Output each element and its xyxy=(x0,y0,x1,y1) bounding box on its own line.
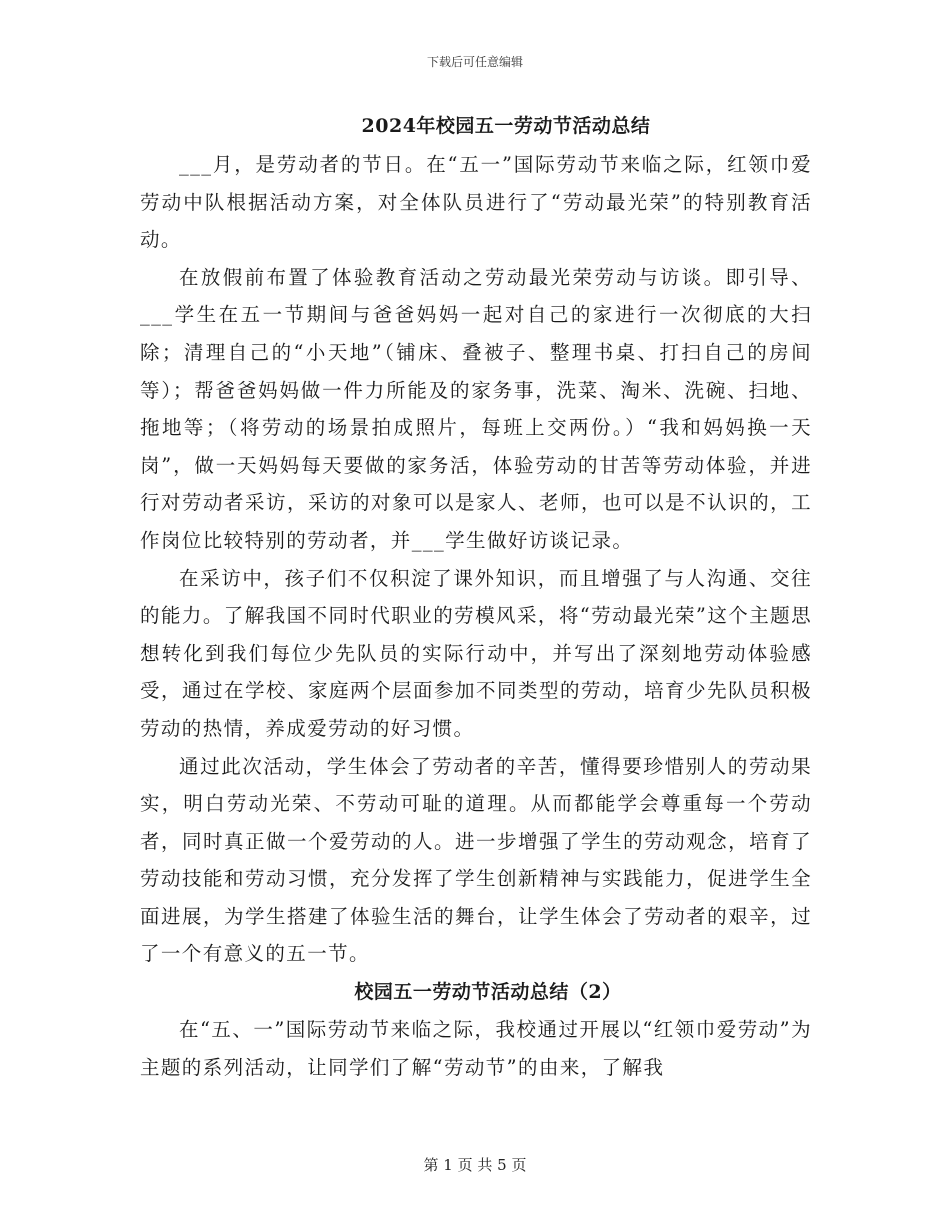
section-title: 校园五一劳动节活动总结（2） xyxy=(354,981,622,1004)
page-number: 第 1 页 共 5 页 xyxy=(423,1156,527,1174)
paragraph: ___月，是劳动者的节日。在“五一”国际劳动节来临之际，红领巾爱劳动中队根据活动方案，对全体队员进行了“劳动最光荣”的特别教育活动。 xyxy=(140,153,812,252)
paragraph: 在采访中，孩子们不仅积淀了课外知识，而且增强了与人沟通、交往的能力。了解我国不同时代职业的劳模风采，将“劳动最光荣”这个主题思想转化到我们每位少先队员的实际行动中，并写出了深刻地劳动体验感受，通过在学校、家庭两个层面参加不同类型的劳动，培育少先队员积极劳动的热情，养成爱劳动的好习惯。 xyxy=(140,566,812,740)
paragraph: 通过此次活动，学生体会了劳动者的辛苦，懂得要珍惜别人的劳动果实，明白劳动光荣、不劳动可耻的道理。从而都能学会尊重每一个劳动者，同时真正做一个爱劳动的人。进一步增强了学生的劳动观念，培育了劳动技能和劳动习惯，充分发挥了学生创新精神与实践能力，促进学生全面进展，为学生搭建了体验生活的舞台，让学生体会了劳动者的艰辛，过了一个有意义的五一节。 xyxy=(140,754,812,966)
paragraph: 在放假前布置了体验教育活动之劳动最光荣劳动与访谈。即引导、___学生在五一节期间与爸爸妈妈一起对自己的家进行一次彻底的大扫除；清理自己的“小天地”（铺床、叠被子、整理书桌、打扫自己的房间等）；帮爸爸妈妈做一件力所能及的家务事，洗菜、淘米、洗碗、扫地、拖地等；（将劳动的场景拍成照片，每班上交两份。）“我和妈妈换一天岗”，做一天妈妈每天要做的家务活，体验劳动的甘苦等劳动体验，并进行对劳动者采访，采访的对象可以是家人、老师，也可以是不认识的，工作岗位比较特别的劳动者，并___学生做好访谈记录。 xyxy=(140,265,812,552)
page-header-note: 下载后可任意编辑 xyxy=(426,55,523,69)
document-body xyxy=(140,106,812,1086)
document-title: 2024年校园五一劳动节活动总结 xyxy=(361,115,651,137)
paragraph: 在“五、一”国际劳动节来临之际，我校通过开展以“红领巾爱劳动”为主题的系列活动，让同学们了解“劳动节”的由来，了解我 xyxy=(140,1018,812,1079)
